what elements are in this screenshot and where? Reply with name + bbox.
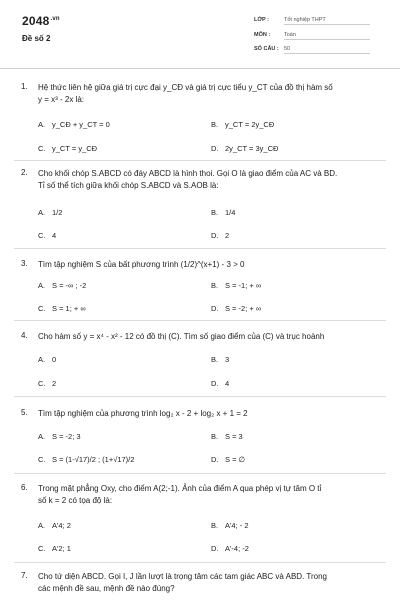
question-text-cont: Tỉ số thể tích giữa khối chóp S.ABCD và S.AOB là: — [38, 181, 219, 190]
option-b[interactable]: B. 3 — [211, 355, 230, 364]
option-a[interactable]: A. 0 — [38, 355, 57, 364]
option-c[interactable]: C. 2 — [38, 379, 57, 388]
header-divider — [0, 68, 400, 69]
question-separator — [14, 396, 386, 397]
exam-page: $2048^{.vn}$ Đề số 2 LỚP : Tốt nghiệp THPT MÔN : Toán SỐ CÂU : 50 1. Hệ thức liên hệ giữa giá trị cực đại y_CĐ và giá trị cực tiểu y_CT của đồ thị hàm số y = x³ - 2x là: A. y_CĐ + y_CT = 0 B. y_CT = 2y_CĐ C. y_CT = y_CĐ D. 2y_CT = 3y_CĐ 2. Cho khối chóp S.ABCD có đáy ABCD là hình thoi. Gọi O là giao điểm của AC và BD. Tỉ số thể tích giữa khối chóp S.ABCD và S.AOB là: A. 1/2 B. 1/4 C. 4 D. 2 3. Tìm tập nghiệm S của bất phương trình (1/2)^(x+1) - 3 > 0 A. S = -∞ ; -2 B. S = -1; + ∞ C. S = 1; + ∞ D. S = -2; + ∞ 4. Cho hàm số y = x⁴ - x² - 12 có đồ thị (C). Tìm số giao điểm của (C) và trục hoành A. 0 B. 3 C. 2 D. 4 5. Tìm tập nghiệm của phương trình log₂ x - 2 + log₂ x + 1 = 2 A. S = -2; 3 B. S = 3 C. S = (1-√17)/2 ; (1+√17)/2 D. S = ∅ 6. Trong mặt phẳng Oxy, cho điểm A(2;-1). Ảnh của điểm A qua phép vị tự tâm O tỉ số k = 2 có tọa độ là: A. A'4; 2 B. A'4; - 2 C. A'2; 1 D. A'-4; -2 7. Cho tứ diện ABCD. Gọi I, J lần lượt là trọng tâm các tam giác ABC và ABD. Trong các mệnh đề sau, mệnh đề nào đúng? — [0, 0, 400, 600]
option-a[interactable]: A. S = -∞ ; -2 — [38, 281, 87, 290]
question-separator — [14, 248, 386, 249]
option-b[interactable]: B. y_CT = 2y_CĐ — [211, 120, 275, 129]
option-c[interactable]: C. S = 1; + ∞ — [38, 304, 86, 313]
option-d[interactable]: D. A'-4; -2 — [211, 544, 249, 553]
question-text-cont: các mệnh đề sau, mệnh đề nào đúng? — [38, 584, 175, 593]
exam-title: Đề số 2 — [22, 34, 51, 43]
option-c[interactable]: C. y_CT = y_CĐ — [38, 144, 98, 153]
option-a[interactable]: A. y_CĐ + y_CT = 0 — [38, 120, 110, 129]
option-c[interactable]: C. 4 — [38, 231, 57, 240]
site-logo[interactable]: $2048^{.vn}$ — [22, 14, 60, 28]
question-text-cont: số k = 2 có tọa độ là: — [38, 496, 113, 505]
option-c[interactable]: C. A'2; 1 — [38, 544, 71, 553]
question-text: Tìm tập nghiệm của phương trình log₂ x - 2 + log₂ x + 1 = 2 — [38, 409, 248, 418]
option-d[interactable]: D. S = ∅ — [211, 455, 246, 464]
option-b[interactable]: B. A'4; - 2 — [211, 521, 249, 530]
question-separator — [14, 562, 386, 563]
option-d[interactable]: D. 2y_CT = 3y_CĐ — [211, 144, 279, 153]
exam-header — [0, 0, 400, 68]
option-a[interactable]: A. S = -2; 3 — [38, 432, 81, 441]
question-separator — [14, 473, 386, 474]
question-separator — [14, 160, 386, 161]
meta-question-count: SỐ CÂU : 50 — [254, 46, 374, 54]
question-separator — [14, 320, 386, 321]
question-text: Trong mặt phẳng Oxy, cho điểm A(2;-1). Ảnh của điểm A qua phép vị tự tâm O tỉ — [38, 484, 322, 493]
question-text: Cho hàm số y = x⁴ - x² - 12 có đồ thị (C). Tìm số giao điểm của (C) và trục hoành — [38, 332, 325, 341]
option-a[interactable]: A. A'4; 2 — [38, 521, 71, 530]
question-text: Hệ thức liên hệ giữa giá trị cực đại y_CĐ và giá trị cực tiểu y_CT của đồ thị hàm số — [38, 83, 333, 92]
option-a[interactable]: A. 1/2 — [38, 208, 63, 217]
option-b[interactable]: B. 1/4 — [211, 208, 236, 217]
option-c[interactable]: C. S = (1-√17)/2 ; (1+√17)/2 — [38, 455, 135, 464]
option-b[interactable]: B. S = -1; + ∞ — [211, 281, 262, 290]
question-text-cont: y = x³ - 2x là: — [38, 95, 85, 104]
option-b[interactable]: B. S = 3 — [211, 432, 243, 441]
meta-class: LỚP : Tốt nghiệp THPT — [254, 17, 374, 25]
option-d[interactable]: D. 4 — [211, 379, 230, 388]
meta-subject: MÔN : Toán — [254, 32, 374, 40]
question-text: Cho khối chóp S.ABCD có đáy ABCD là hình thoi. Gọi O là giao điểm của AC và BD. — [38, 169, 338, 178]
question-text: Tìm tập nghiệm S của bất phương trình (1/2)^(x+1) - 3 > 0 — [38, 260, 245, 269]
option-d[interactable]: D. 2 — [211, 231, 230, 240]
option-d[interactable]: D. S = -2; + ∞ — [211, 304, 262, 313]
question-text: Cho tứ diện ABCD. Gọi I, J lần lượt là trọng tâm các tam giác ABC và ABD. Trong — [38, 572, 327, 581]
